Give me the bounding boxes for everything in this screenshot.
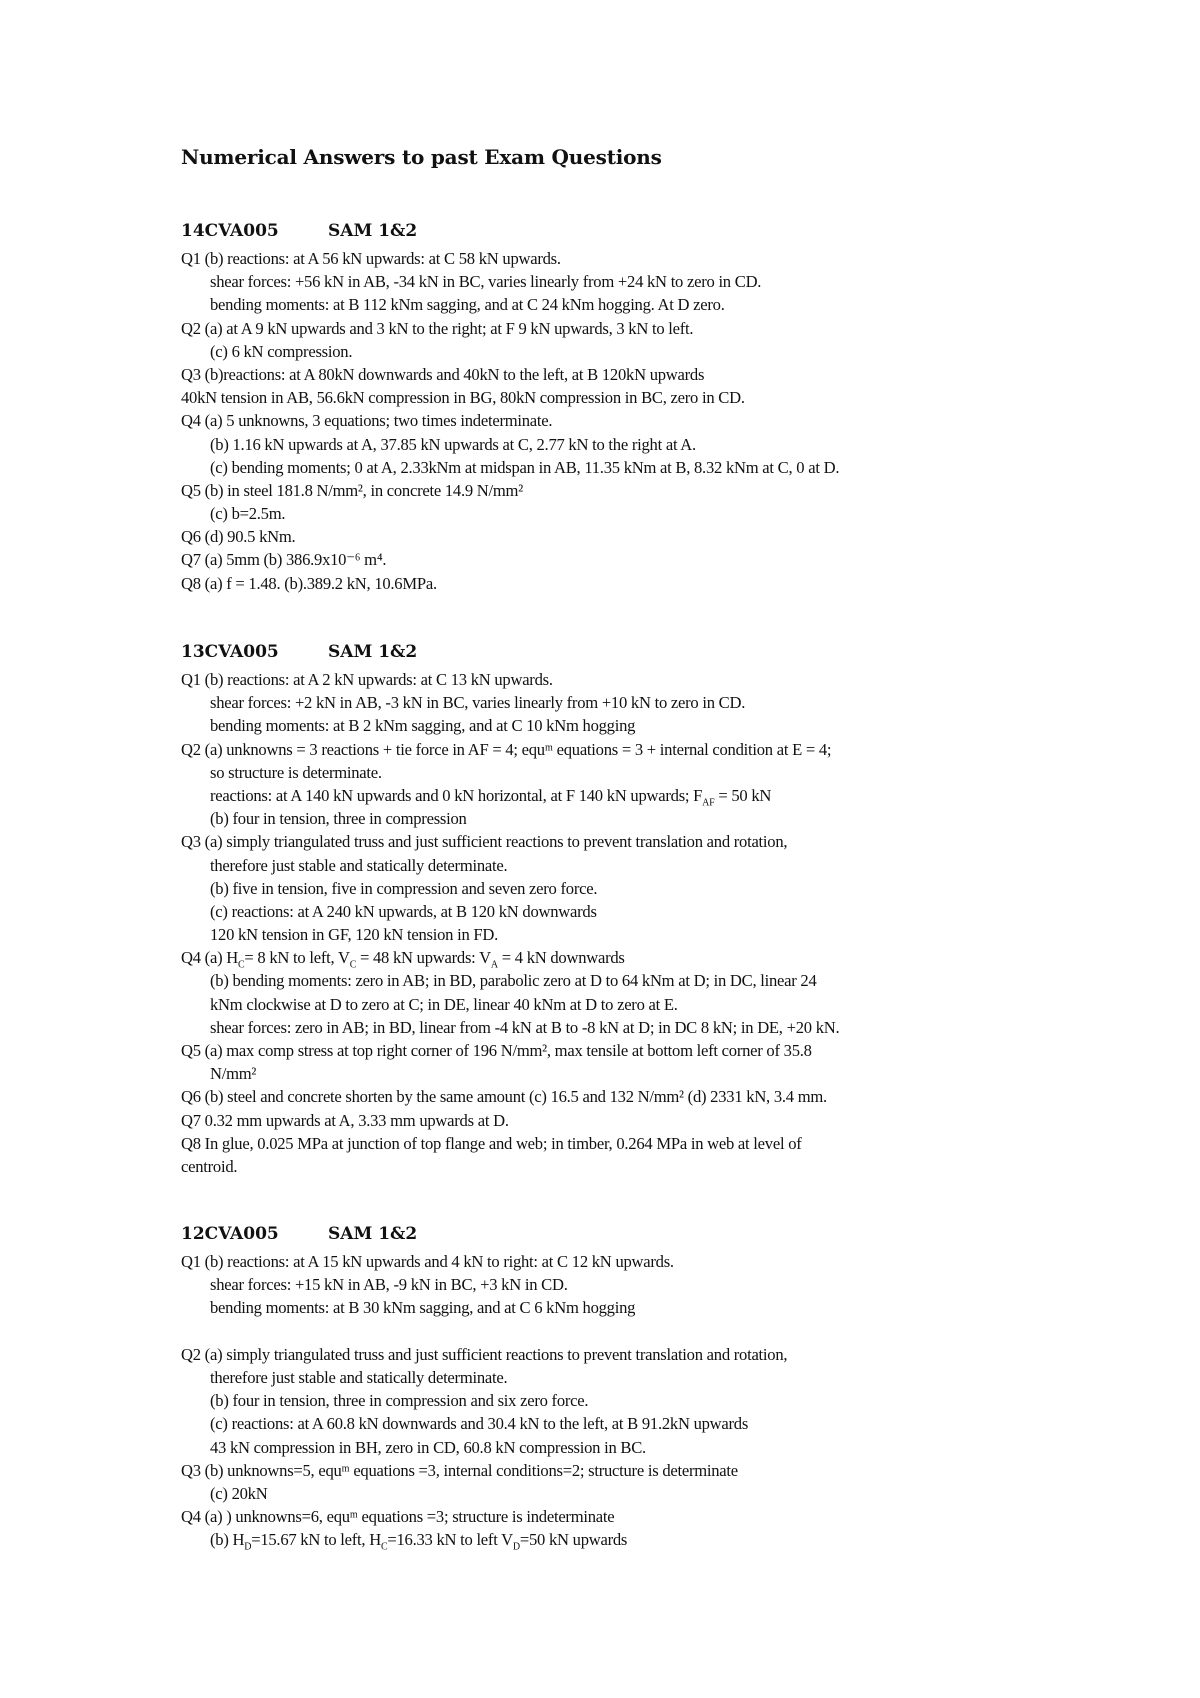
answer-line: (b) four in tension, three in compression (210, 809, 467, 829)
answer-line: (c) reactions: at A 60.8 kN downwards and 30.4 kN to the left, at B 91.2kN upwards (210, 1414, 749, 1434)
answer-line: centroid. (181, 1156, 238, 1176)
answer-line: kNm clockwise at D to zero at C; in DE, linear 40 kNm at D to zero at E. (210, 994, 678, 1014)
sam-label: SAM 1&2 (328, 1224, 418, 1244)
answer-line: Q5 (a) max comp stress at top right corner of 196 N/mm², max tensile at bottom left corner of 35.8 (181, 1041, 812, 1060)
answer-line: shear forces: +56 kN in AB, -34 kN in BC, varies linearly from +24 kN to zero in CD. (210, 272, 762, 292)
answer-line: Q8 (a) f = 1.48. (b).389.2 kN, 10.6MPa. (181, 573, 437, 593)
section-12cva005 (181, 1224, 1141, 1551)
answer-line: (b) $H_D=15.67$ kN to left, $H_C=16.33$ kN to left $V_D=50$ kN upwards (210, 1530, 628, 1553)
answer-line: (b) four in tension, three in compression and six zero force. (210, 1391, 589, 1411)
answer-line: (c) 20kN (210, 1483, 268, 1503)
answer-line: Q2 (a) at A 9 kN upwards and 3 kN to the right; at F 9 kN upwards, 3 kN to left. (181, 318, 694, 338)
answer-line: 40kN tension in AB, 56.6kN compression in BG, 80kN compression in BC, zero in CD. (181, 388, 745, 408)
answer-line: Q1 (b) reactions: at A 2 kN upwards: at C 13 kN upwards. (181, 670, 553, 689)
answer-line: Q3 (a) simply triangulated truss and just sufficient reactions to prevent translation and rotation, (181, 832, 788, 852)
answer-line: Q6 (d) 90.5 kNm. (181, 527, 296, 547)
answer-line: (c) b=2.5m. (210, 504, 286, 524)
section-heading (181, 221, 1141, 247)
answer-line: bending moments: at B 2 kNm sagging, and at C 10 kNm hogging (210, 716, 636, 736)
answer-line: Q1 (b) reactions: at A 56 kN upwards: at C 58 kN upwards. (181, 249, 561, 268)
answer-line: so structure is determinate. (210, 762, 382, 782)
answer-line: Q4 (a) 5 unknowns, 3 equations; two times indeterminate. (181, 411, 553, 431)
document-title: Numerical Answers to past Exam Questions (181, 145, 662, 169)
answer-line: N/mm² (210, 1064, 257, 1084)
blank-line (181, 1320, 1141, 1343)
answer-line: shear forces: zero in AB; in BD, linear from -4 kN at B to -8 kN at D; in DC 8 kN; in DE, +20 kN. (210, 1017, 840, 1037)
answer-line: 43 kN compression in BH, zero in CD, 60.8 kN compression in BC. (210, 1437, 646, 1457)
answer-line: bending moments: at B 30 kNm sagging, and at C 6 kNm hogging (210, 1298, 636, 1318)
answer-line: reactions: at A 140 kN upwards and 0 kN horizontal, at F 140 kN upwards; $F_{AF} = 50$ kN (210, 785, 772, 809)
answer-line: Q6 (b) steel and concrete shorten by the same amount (c) 16.5 and 132 N/mm² (d) 2331 kN, 3.4 mm. (181, 1087, 827, 1107)
answer-line: (c) reactions: at A 240 kN upwards, at B 120 kN downwards (210, 901, 597, 921)
answer-line: (b) five in tension, five in compression and seven zero force. (210, 878, 598, 898)
sam-label: SAM 1&2 (328, 642, 418, 662)
section-13cva005 (181, 642, 1141, 1178)
answer-line: Q4 (a) $H_C= 8$ kN to left, $V_C = 48$ kN upwards: $V_A = 4$ kN downwards (181, 948, 625, 971)
answer-line: Q3 (b) unknowns=5, equᵐ equations =3, internal conditions=2; structure is determinate (181, 1460, 738, 1480)
sam-label: SAM 1&2 (328, 221, 418, 241)
answer-line: (b) bending moments: zero in AB; in BD, parabolic zero at D to 64 kNm at D; in DC, linear 24 (210, 971, 817, 991)
answer-line: 120 kN tension in GF, 120 kN tension in FD. (210, 925, 499, 945)
section-14cva005 (181, 221, 1141, 595)
answer-line: shear forces: +2 kN in AB, -3 kN in BC, varies linearly from +10 kN to zero in CD. (210, 693, 746, 713)
module-code: 13CVA005 (181, 642, 279, 662)
answer-line: Q7 (a) 5mm (b) 386.9x10⁻⁶ m⁴. (181, 550, 387, 570)
answer-line: Q8 In glue, 0.025 MPa at junction of top flange and web; in timber, 0.264 MPa in web at level of (181, 1133, 802, 1153)
answer-line: therefore just stable and statically determinate. (210, 855, 508, 875)
module-code: 12CVA005 (181, 1224, 279, 1244)
section-heading (181, 1224, 1141, 1250)
module-code: 14CVA005 (181, 221, 279, 241)
answer-line: Q1 (b) reactions: at A 15 kN upwards and 4 kN to right: at C 12 kN upwards. (181, 1252, 674, 1271)
answer-line: Q2 (a) simply triangulated truss and just sufficient reactions to prevent translation and rotation, (181, 1344, 788, 1364)
section-heading (181, 642, 1141, 668)
answer-line: Q5 (b) in steel 181.8 N/mm², in concrete 14.9 N/mm² (181, 480, 523, 500)
answer-line: bending moments: at B 112 kNm sagging, and at C 24 kNm hogging. At D zero. (210, 295, 725, 315)
answer-line: shear forces: +15 kN in AB, -9 kN in BC, +3 kN in CD. (210, 1275, 568, 1295)
answer-line: therefore just stable and statically determinate. (210, 1367, 508, 1387)
answer-line: Q7 0.32 mm upwards at A, 3.33 mm upwards at D. (181, 1110, 509, 1130)
answer-line: Q2 (a) unknowns = 3 reactions + tie force in AF = 4; equᵐ equations = 3 + internal condition at E = 4; (181, 739, 832, 759)
answer-line: (b) 1.16 kN upwards at A, 37.85 kN upwards at C, 2.77 kN to the right at A. (210, 434, 696, 454)
answer-line: (c) 6 kN compression. (210, 341, 353, 361)
answer-line: Q3 (b)reactions: at A 80kN downwards and 40kN to the left, at B 120kN upwards (181, 364, 705, 384)
answer-line: (c) bending moments; 0 at A, 2.33kNm at midspan in AB, 11.35 kNm at B, 8.32 kNm at C, 0 at D. (210, 457, 840, 477)
answer-line: Q4 (a) ) unknowns=6, equᵐ equations =3; structure is indeterminate (181, 1507, 615, 1527)
